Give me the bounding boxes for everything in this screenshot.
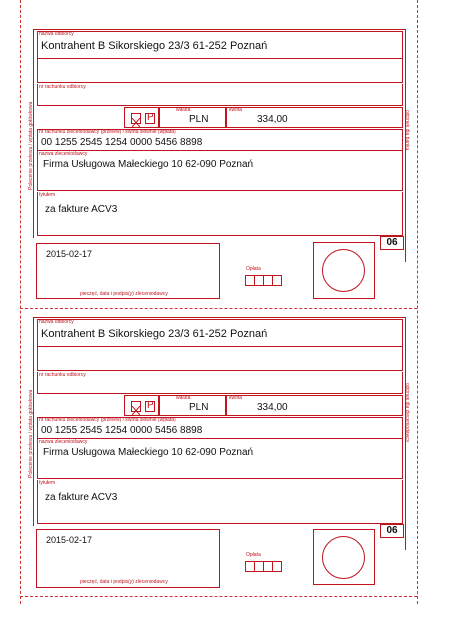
sender-account-value: 00 1255 2545 1254 0000 5456 8898 <box>41 137 203 148</box>
sender-value: Firma Usługowa Małeckiego 10 62-090 Poznań <box>43 159 254 170</box>
fee-digit-4[interactable] <box>272 561 282 572</box>
title-label: tytułem <box>39 192 56 198</box>
transfer-slip-1 <box>0 0 449 300</box>
slip-number: 06 <box>386 237 398 248</box>
signature-label: pieczęć, data i podpis(y) zleceniodawcy <box>80 291 168 297</box>
sender-account-label: nr rachunku zleceniodawcy (przelew) / kwota słownie (wpłata) <box>39 129 176 135</box>
recipient-label: nazwa odbiorcy <box>39 319 74 325</box>
transfer-checkbox[interactable] <box>131 401 141 412</box>
sender-field[interactable] <box>37 439 403 479</box>
sender-account-value: 00 1255 2545 1254 0000 5456 8898 <box>41 425 203 436</box>
payment-type-letter: P <box>147 400 154 411</box>
recipient-field[interactable] <box>37 319 403 371</box>
form-type-side-label: Polecenie przelewu / wpłata gotówkowa <box>28 101 34 190</box>
bank-stamp-circle <box>322 249 365 292</box>
fee-digit-4[interactable] <box>272 275 282 286</box>
amount-value: 334,00 <box>257 402 288 413</box>
sender-value: Firma Usługowa Małeckiego 10 62-090 Poznań <box>43 447 254 458</box>
x-mark-icon <box>132 118 140 127</box>
title-value: za fakture ACV3 <box>45 492 118 503</box>
currency-value: PLN <box>189 402 209 413</box>
currency-value: PLN <box>189 114 209 125</box>
currency-label: waluta <box>176 395 191 401</box>
slip-number: 06 <box>386 525 398 536</box>
transfer-checkbox[interactable] <box>131 113 141 124</box>
copy-side-label: odcinek dla zleceniodawcy <box>404 383 410 443</box>
recipient-field[interactable] <box>37 31 403 83</box>
copy-side-label: odcinek dla banku <box>404 110 410 151</box>
payment-type-letter: P <box>147 112 154 123</box>
fee-label: Opłata <box>246 266 261 272</box>
form-type-side-label: Polecenie przelewu / wpłata gotówkowa <box>28 389 34 478</box>
x-mark-icon <box>132 406 140 415</box>
amount-cell[interactable] <box>226 395 403 416</box>
currency-label: waluta <box>176 107 191 113</box>
amount-cell[interactable] <box>226 107 403 128</box>
bank-stamp-circle <box>322 536 365 579</box>
recipient-account-field[interactable] <box>37 372 403 394</box>
recipient-value: Kontrahent B Sikorskiego 23/3 61-252 Poznań <box>41 40 268 52</box>
recipient-label: nazwa odbiorcy <box>39 31 74 37</box>
cut-line-bottom <box>20 596 417 597</box>
sender-account-label: nr rachunku zleceniodawcy (przelew) / kwota słownie (wpłata) <box>39 417 176 423</box>
fee-label: Opłata <box>246 552 261 558</box>
date-value: 2015-02-17 <box>46 535 93 545</box>
sender-label: nazwa zleceniodawcy <box>39 151 88 157</box>
sender-label: nazwa zleceniodawcy <box>39 439 88 445</box>
signature-label: pieczęć, data i podpis(y) zleceniodawcy <box>80 579 168 585</box>
recipient-account-label: nr rachunku odbiorcy <box>39 84 86 90</box>
recipient-account-label: nr rachunku odbiorcy <box>39 372 86 378</box>
recipient-account-field[interactable] <box>37 84 403 106</box>
amount-label: kwota <box>229 107 243 113</box>
amount-value: 334,00 <box>257 114 288 125</box>
date-value: 2015-02-17 <box>46 249 93 259</box>
transfer-slip-2 <box>0 288 449 588</box>
title-label: tytułem <box>39 480 56 486</box>
amount-label: kwota <box>229 395 243 401</box>
recipient-value: Kontrahent B Sikorskiego 23/3 61-252 Poznań <box>41 328 268 340</box>
title-value: za fakture ACV3 <box>45 204 118 215</box>
sender-field[interactable] <box>37 151 403 191</box>
